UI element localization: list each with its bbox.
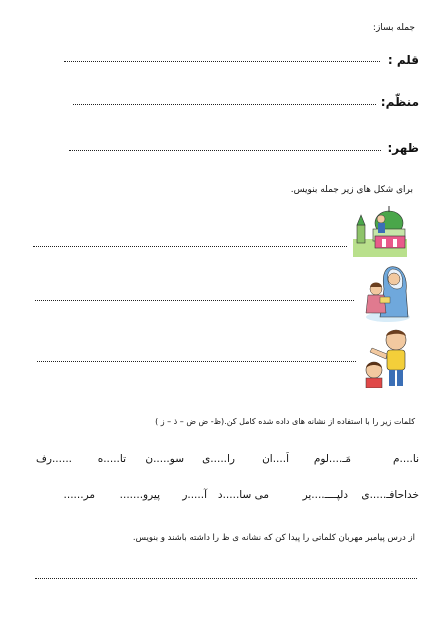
section1-title: جمله بساز:	[372, 23, 415, 33]
answer-line-zohr[interactable]	[69, 150, 381, 151]
word-row1-5: سو.....ن	[145, 453, 184, 465]
word-row2-4: آ.....ر	[182, 489, 207, 501]
word-row2-6: مر......	[63, 489, 95, 501]
answer-line-picture-2[interactable]	[35, 300, 354, 301]
section3-title: کلمات زیر را با استفاده از نشانه های داده شده کامل کن.(ظ- ض ض – ذ – ز )	[155, 417, 415, 426]
label-qalam: قلم :	[387, 53, 419, 67]
label-zohr: ظهر:	[387, 141, 419, 155]
boy-with-child-illustration	[360, 326, 414, 388]
word-row2-3: می سا.....د	[217, 489, 269, 501]
word-row2-1: خداحافـ.....ی	[361, 489, 419, 501]
word-row1-6: تا.....ه	[97, 453, 126, 465]
word-row1-7: ......رف	[36, 453, 72, 465]
word-row1-4: را.....ی	[202, 453, 235, 465]
section2-title: برای شکل های زیر جمله بنویس.	[290, 185, 413, 195]
section4-title: از درس پیامبر مهربان کلماتی را پیدا کن که نشانه ی ظ را داشته باشند و بنویس.	[132, 533, 415, 543]
word-row1-3: اَ....ان	[262, 453, 289, 465]
answer-line-section4[interactable]	[35, 578, 417, 579]
word-row2-5: پیرو.......	[119, 489, 160, 501]
answer-line-picture-1[interactable]	[33, 246, 347, 247]
word-row1-1: نا....م	[393, 453, 419, 465]
word-row1-2: مَـ....لوم	[313, 453, 351, 465]
mother-child-illustration	[362, 261, 412, 323]
label-monazzam: منظّم:	[380, 95, 419, 109]
mosque-illustration	[351, 203, 409, 259]
word-row2-2: دلپــــ....یر	[302, 489, 348, 501]
answer-line-qalam[interactable]	[64, 61, 380, 62]
answer-line-monazzam[interactable]	[73, 104, 376, 105]
answer-line-picture-3[interactable]	[37, 361, 356, 362]
